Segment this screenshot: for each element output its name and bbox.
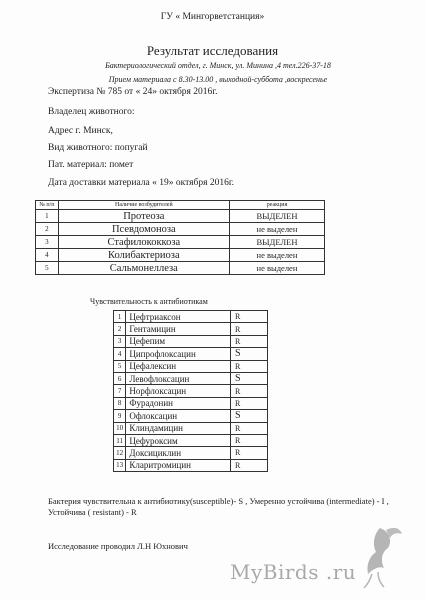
table-row — [114, 397, 268, 409]
sensitivity-result: R — [231, 397, 268, 409]
pathogen-result: не выделен — [229, 262, 324, 275]
table-row — [114, 348, 268, 360]
sensitivity-result: R — [231, 360, 268, 372]
header-number: № п/п — [36, 201, 59, 210]
table-row — [114, 311, 268, 323]
sensitivity-result: R — [231, 311, 268, 323]
table-row — [36, 236, 325, 249]
header-reaction: реакция — [229, 201, 324, 210]
pathogen-result: ВЫДЕЛЕН — [229, 210, 324, 223]
row-number: 7 — [114, 385, 126, 397]
pathogen-name: Сальмонеллеза — [58, 262, 229, 275]
pathogen-result: ВЫДЕЛЕН — [229, 236, 324, 249]
row-number: 3 — [36, 236, 59, 249]
row-number: 11 — [114, 434, 126, 446]
table-row — [114, 459, 268, 471]
row-number: 12 — [114, 447, 126, 459]
antibiotic-name: Цефалексин — [126, 360, 231, 372]
row-number: 2 — [36, 223, 59, 236]
legend-line-2: Устойчива ( resistant) - R — [48, 507, 137, 517]
legend-line-1: Бактерия чувствительна к антибиотику(susceptible)- S , Умеренно устойчива (intermediate) - I , — [48, 496, 389, 506]
antibiotic-name: Клиндамицин — [126, 422, 231, 434]
table-row — [36, 223, 325, 236]
sensitivity-legend — [48, 496, 398, 518]
antibiotic-name: Гентамицин — [126, 323, 231, 335]
pathogen-result: не выделен — [229, 223, 324, 236]
sensitivity-result: R — [231, 335, 268, 347]
row-number: 3 — [114, 335, 126, 347]
organization-name: ГУ « Мингорветстанция» — [160, 12, 265, 22]
sensitivity-result: R — [231, 323, 268, 335]
sensitivity-result: R — [231, 422, 268, 434]
header-pathogen: Наличие возбудителей — [58, 201, 229, 210]
table-row — [36, 249, 325, 262]
pathogen-name: Колибактериоза — [58, 249, 229, 262]
antibiotic-name: Доксициклин — [126, 447, 231, 459]
table-row — [114, 372, 268, 384]
antibiotic-name: Цефуроксим — [126, 434, 231, 446]
table-row — [114, 434, 268, 446]
pathogen-name: Протеоза — [58, 210, 229, 223]
table-row — [114, 323, 268, 335]
sensitivity-result: R — [231, 434, 268, 446]
table-row — [114, 385, 268, 397]
department-address: Бактериологический отдел, г. Минск, ул. Минина ,4 тел.226-37-18 — [105, 61, 331, 70]
row-number: 2 — [114, 323, 126, 335]
row-number: 6 — [114, 372, 126, 384]
document-title: Результат исследования — [146, 43, 279, 58]
owner-address: Адрес г. Минск, — [48, 126, 113, 136]
antibiotic-name: Кларитромицин — [126, 459, 231, 471]
sensitivity-result: R — [231, 447, 268, 459]
table-row — [114, 447, 268, 459]
table-row — [114, 422, 268, 434]
antibiotic-name: Ципрофлоксацин — [126, 348, 231, 360]
sensitivity-result: R — [231, 385, 268, 397]
animal-species: Вид животного: попугай — [48, 143, 148, 153]
pathogen-result: не выделен — [229, 249, 324, 262]
sensitivity-heading: Чувствительность к антибиотикам — [90, 297, 208, 306]
row-number: 1 — [114, 311, 126, 323]
antibiotic-name: Левофлоксацин — [126, 372, 231, 384]
pathogens-header-row — [36, 201, 325, 210]
row-number: 10 — [114, 422, 126, 434]
sensitivity-result: R — [231, 459, 268, 471]
row-number: 13 — [114, 459, 126, 471]
row-number: 1 — [36, 210, 59, 223]
expertise-number: Экспертиза № 785 от « 24» октября 2016г. — [48, 87, 218, 97]
animal-owner: Владелец животного: — [48, 107, 135, 117]
signature-line: Исследование проводил Л.Н Юхнович — [48, 541, 188, 551]
row-number: 4 — [36, 249, 59, 262]
sensitivity-result: S — [231, 372, 268, 384]
pathogens-table — [35, 200, 325, 275]
row-number: 8 — [114, 397, 126, 409]
antibiotic-name: Офлоксацин — [126, 410, 231, 422]
row-number: 9 — [114, 410, 126, 422]
table-row — [36, 210, 325, 223]
site-watermark: MyBirds .ru — [230, 560, 357, 584]
table-row — [36, 262, 325, 275]
sensitivity-result: S — [231, 348, 268, 360]
pathogen-name: Стафилококкоза — [58, 236, 229, 249]
antibiotic-name: Цефепим — [126, 335, 231, 347]
antibiotic-name: Фурадонин — [126, 397, 231, 409]
antibiotic-name: Норфлоксацин — [126, 385, 231, 397]
delivery-date: Дата доставки материала « 19» октября 2016г. — [48, 178, 235, 188]
antibiotic-sensitivity-table — [113, 310, 268, 472]
antibiotic-name: Цефтриаксон — [126, 311, 231, 323]
reception-hours: Прием материала с 8.30-13.00 , выходной-суббота ,воскресенье — [108, 75, 328, 84]
pathogen-name: Псевдомоноза — [58, 223, 229, 236]
row-number: 5 — [114, 360, 126, 372]
bird-logo-icon — [350, 520, 410, 590]
pathological-material: Пат. материал: помет — [48, 160, 134, 170]
table-row — [114, 360, 268, 372]
row-number: 4 — [114, 348, 126, 360]
table-row — [114, 335, 268, 347]
sensitivity-result: S — [231, 410, 268, 422]
row-number: 5 — [36, 262, 59, 275]
table-row — [114, 410, 268, 422]
